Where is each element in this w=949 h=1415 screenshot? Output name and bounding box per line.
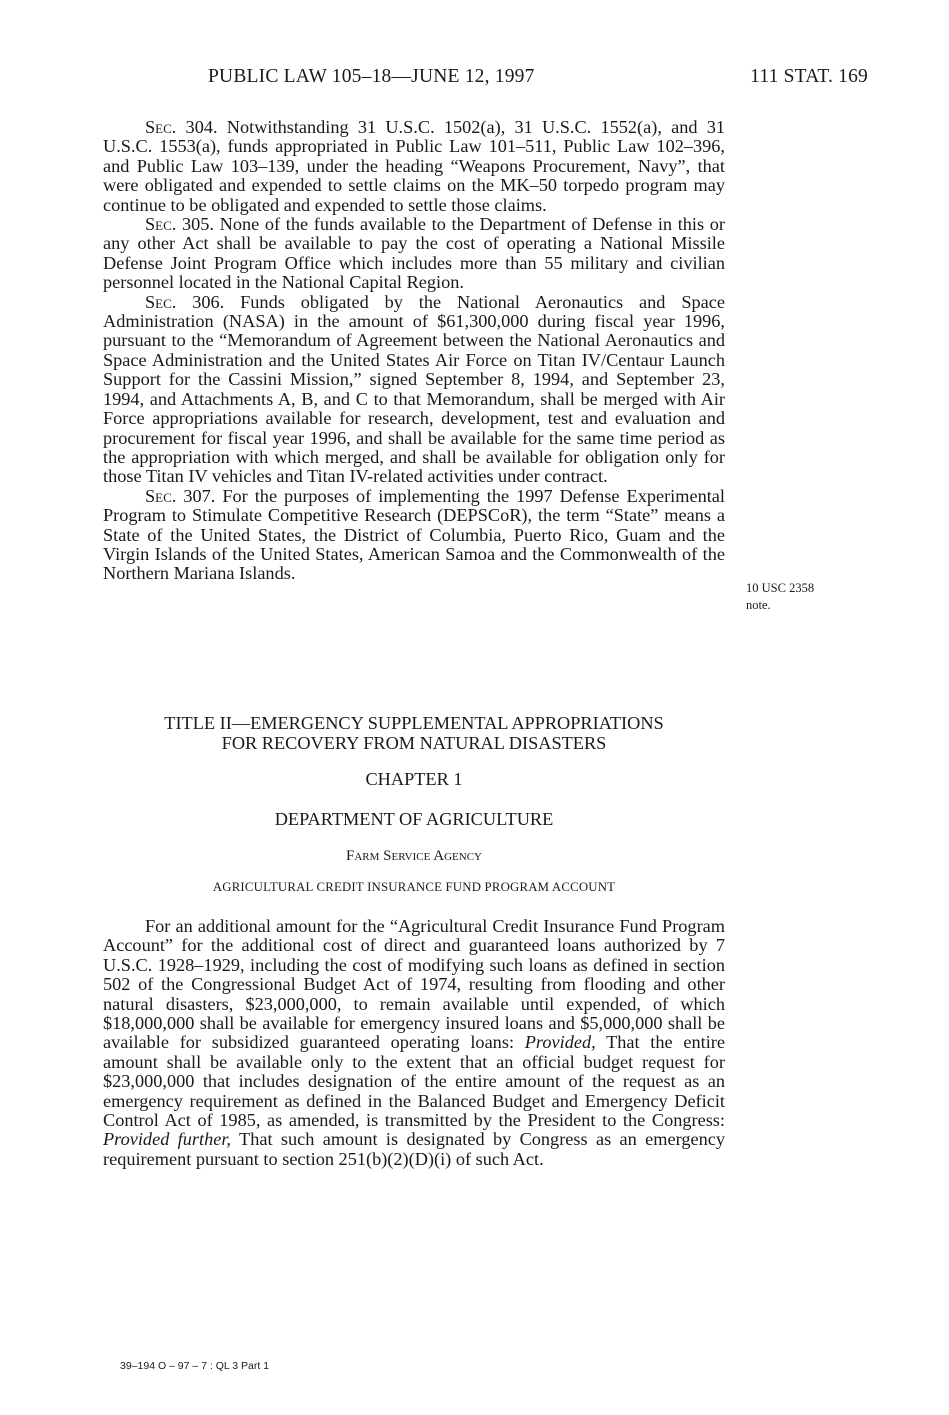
title-heading bbox=[103, 713, 725, 753]
section-306 bbox=[103, 293, 725, 487]
department-heading: DEPARTMENT OF AGRICULTURE bbox=[274, 809, 554, 829]
header-title: PUBLIC LAW 105–18—JUNE 12, 1997 bbox=[208, 66, 535, 87]
title-line-2: FOR RECOVERY FROM NATURAL DISASTERS bbox=[221, 733, 607, 753]
agency-heading: Farm Service Agency bbox=[346, 848, 482, 864]
margin-note-citation: 10 USC 2358 bbox=[746, 581, 815, 595]
section-label: Sec. 306. bbox=[145, 291, 225, 312]
appropriation-text-3: That such amount is designated by Congress as an emergency requirement pursuant to section 251(b)(2)(D)(i) of such Act. bbox=[103, 1129, 726, 1169]
header-page-number: 111 STAT. 169 bbox=[750, 66, 868, 87]
section-text: For the purposes of implementing the 1997 Defense Experimental Program to Stimulate Competitive Research (DEPSCoR), the term “State” means a State of the United States, the District of Columbia, Puerto Rico, Guam and the Virgin Islands of the United States, American Samoa and the Commonwealth of the Northern Mariana Islands. bbox=[103, 485, 726, 584]
margin-note bbox=[746, 580, 856, 614]
appropriation-text-1: For an additional amount for the “Agricultural Credit Insurance Fund Program Account” for the additional cost of direct and guaranteed loans authorized by 7 U.S.C. 1928–1929, including the cost of modifying such loans as defined in section 502 of the Congressional Budget Act of 1974, resulting from flooding and other natural disasters, $23,000,000, to remain available until expended, of which $18,000,000 shall be available for emergency insured loans and $5,000,000 shall be available for subsidized guaranteed operating loans: bbox=[103, 916, 725, 1053]
section-text: None of the funds available to the Department of Defense in this or any other Act shall be available to pay the cost of operating a National Missile Defense Joint Program Office which includes more than 55 military and civilian personnel located in the National Capital Region. bbox=[103, 214, 725, 293]
section-305 bbox=[103, 215, 725, 293]
section-label: Sec. 304. bbox=[145, 117, 218, 137]
sections-block bbox=[103, 118, 725, 584]
title-line-1: TITLE II—EMERGENCY SUPPLEMENTAL APPROPRIATIONS bbox=[164, 713, 664, 733]
section-304 bbox=[103, 118, 725, 215]
section-text: Notwithstanding 31 U.S.C. 1502(a), 31 U.S.C. 1552(a), and 31 U.S.C. 1553(a), funds appropriated in Public Law 101–511, Public Law 102–396, and Public Law 103–139, under the heading “Weapons Procurement, Navy”, that were obligated and expended to settle claims on the MK–50 torpedo program may continue to be obligated and expended to settle those claims. bbox=[103, 117, 725, 215]
print-footer: 39–194 O – 97 – 7 : QL 3 Part 1 bbox=[120, 1360, 270, 1372]
section-label: Sec. 305. bbox=[145, 214, 214, 235]
account-heading: AGRICULTURAL CREDIT INSURANCE FUND PROGRAM ACCOUNT bbox=[212, 880, 616, 894]
section-307 bbox=[103, 487, 725, 584]
appropriation-text-2: That the entire amount shall be available only to the extent that an official budget request for $23,000,000 that includes designation of the entire amount of the request as an emergency requirement as defined in the Balanced Budget and Emergency Deficit Control Act of 1985, as amended, is transmitted by the President to the Congress: bbox=[103, 1032, 725, 1131]
margin-note-suffix: note. bbox=[746, 598, 771, 612]
provided-further-label: Provided further, bbox=[103, 1129, 232, 1150]
section-label: Sec. 307. bbox=[145, 485, 216, 506]
provided-label: Provided, bbox=[524, 1032, 596, 1053]
section-text: Funds obligated by the National Aeronautics and Space Administration (NASA) in the amount of $61,300,000 during fiscal year 1996, pursuant to the “Memorandum of Agreement between the National Aeronautics and Space Administration and the United States Air Force on Titan IV/Centaur Launch Support for the Cassini Mission,” signed September 8, 1994, and September 23, 1994, and Attachments A, B, and C to that Memorandum, shall be merged with Air Force appropriations available for research, development, test and evaluation and procurement for fiscal year 1996, and shall be available for the same time period as the appropriation with which merged, and shall be available for obligation only for those Titan IV vehicles and Titan IV-related activities under contract. bbox=[103, 291, 725, 487]
appropriation-paragraph bbox=[103, 917, 725, 1169]
chapter-heading: CHAPTER 1 bbox=[365, 769, 463, 789]
